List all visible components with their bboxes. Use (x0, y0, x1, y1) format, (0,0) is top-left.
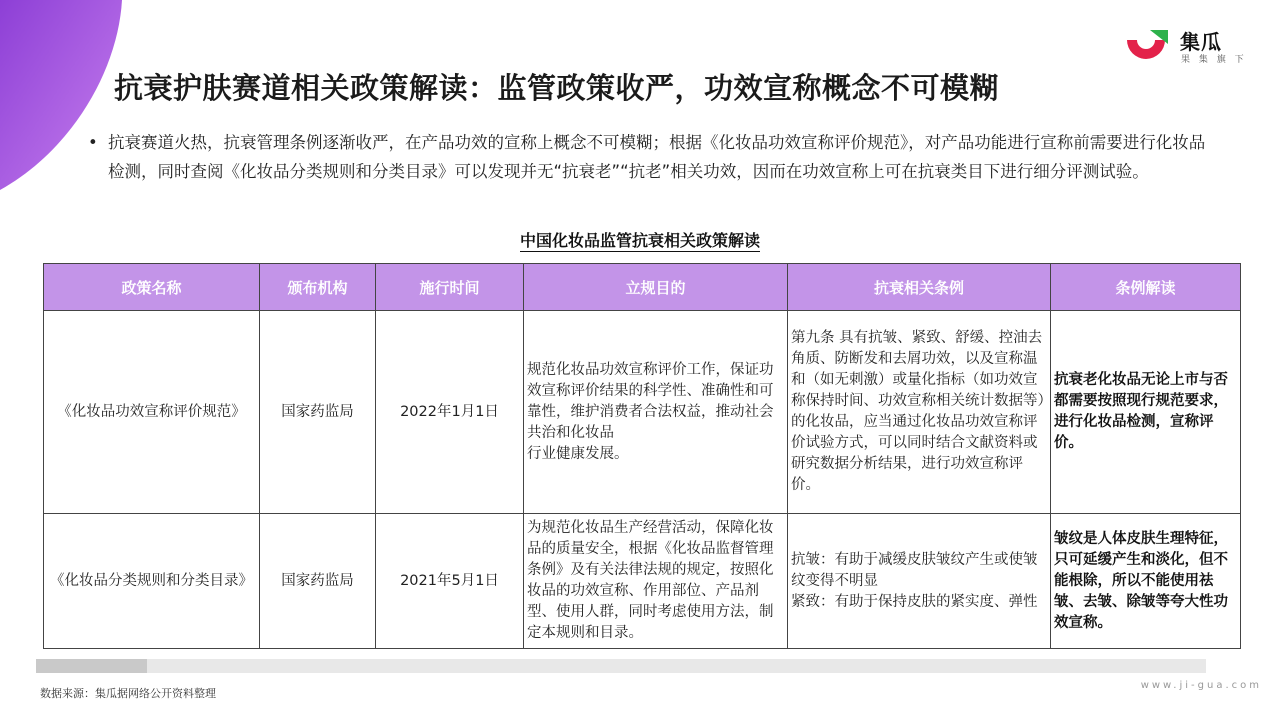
data-source: 数据来源：集瓜据网络公开资料整理 (40, 687, 216, 700)
intro-paragraph (88, 128, 1218, 186)
table-row (44, 514, 1241, 649)
cell-purpose: 规范化妆品功效宣称评价工作，保证功效宣称评价结果的科学性、准确性和可靠性，维护消费者合法权益，推动社会共治和化妆品 行业健康发展。 (524, 311, 788, 514)
cell-effective-date: 2021年5月1日 (376, 514, 524, 649)
cell-agency: 国家药监局 (260, 514, 376, 649)
header-purpose: 立规目的 (524, 264, 788, 311)
brand-subtitle: 果 集 旗 下 (1181, 55, 1247, 65)
brand-logo (1124, 24, 1254, 68)
header-effective-date: 施行时间 (376, 264, 524, 311)
table-title-text: 中国化妆品监管抗衰相关政策解读 (519, 231, 760, 250)
cell-clause: 第九条 具有抗皱、紧致、舒缓、控油去角质、防断发和去屑功效，以及宣称温和（如无刺激）或量化指标（如功效宣称保持时间、功效宣称相关统计数据等）的化妆品，应当通过化妆品功效宣称评价试验方式，可以同时结合文献资料或研究数据分析结果，进行功效宣称评价。 (788, 311, 1051, 514)
bullet-point: • (88, 133, 98, 152)
table-row (44, 311, 1241, 514)
cell-interpretation: 皱纹是人体皮肤生理特征，只可延缓产生和淡化，但不能根除，所以不能使用祛皱、去皱、除皱等夸大性功效宣称。 (1051, 514, 1241, 649)
table-title (0, 228, 1280, 251)
header-policy-name: 政策名称 (44, 264, 260, 311)
cell-agency: 国家药监局 (260, 311, 376, 514)
table-header-row (44, 264, 1241, 311)
page-title: 抗衰护肤赛道相关政策解读：监管政策收严，功效宣称概念不可模糊 (114, 71, 1000, 105)
cell-interpretation: 抗衰老化妆品无论上市与否都需要按照现行规范要求，进行化妆品检测，宣称评价。 (1051, 311, 1241, 514)
cell-purpose: 为规范化妆品生产经营活动，保障化妆品的质量安全，根据《化妆品监督管理条例》及有关法律法规的规定，按照化妆品的功效宣称、作用部位、产品剂型、使用人群，同时考虑使用方法，制定本规则和目录。 (524, 514, 788, 649)
cell-policy-name: 《化妆品分类规则和分类目录》 (44, 514, 260, 649)
policy-table (43, 263, 1241, 649)
header-clause: 抗衰相关条例 (788, 264, 1051, 311)
website-url: www.ji-gua.com (1140, 680, 1262, 691)
intro-text: 抗衰赛道火热，抗衰管理条例逐渐收严，在产品功效的宣称上概念不可模糊；根据《化妆品功效宣称评价规范》，对产品功能进行宣称前需要进行化妆品检测，同时查阅《化妆品分类规则和分类目录》可以发现并无“抗衰老”“抗老”相关功效，因而在功效宣称上可在抗衰类目下进行细分评测试验。 (108, 133, 1206, 181)
header-agency: 颁布机构 (260, 264, 376, 311)
brand-name: 集瓜 (1180, 30, 1222, 54)
header-interpretation: 条例解读 (1051, 264, 1241, 311)
horizontal-scrollbar[interactable] (36, 659, 1206, 673)
cell-effective-date: 2022年1月1日 (376, 311, 524, 514)
cell-policy-name: 《化妆品功效宣称评价规范》 (44, 311, 260, 514)
cell-clause: 抗皱：有助于减缓皮肤皱纹产生或使皱纹变得不明显 紧致：有助于保持皮肤的紧实度、弹性 (788, 514, 1051, 649)
brand-logo-icon (1124, 26, 1172, 66)
scrollbar-thumb[interactable] (36, 659, 147, 673)
